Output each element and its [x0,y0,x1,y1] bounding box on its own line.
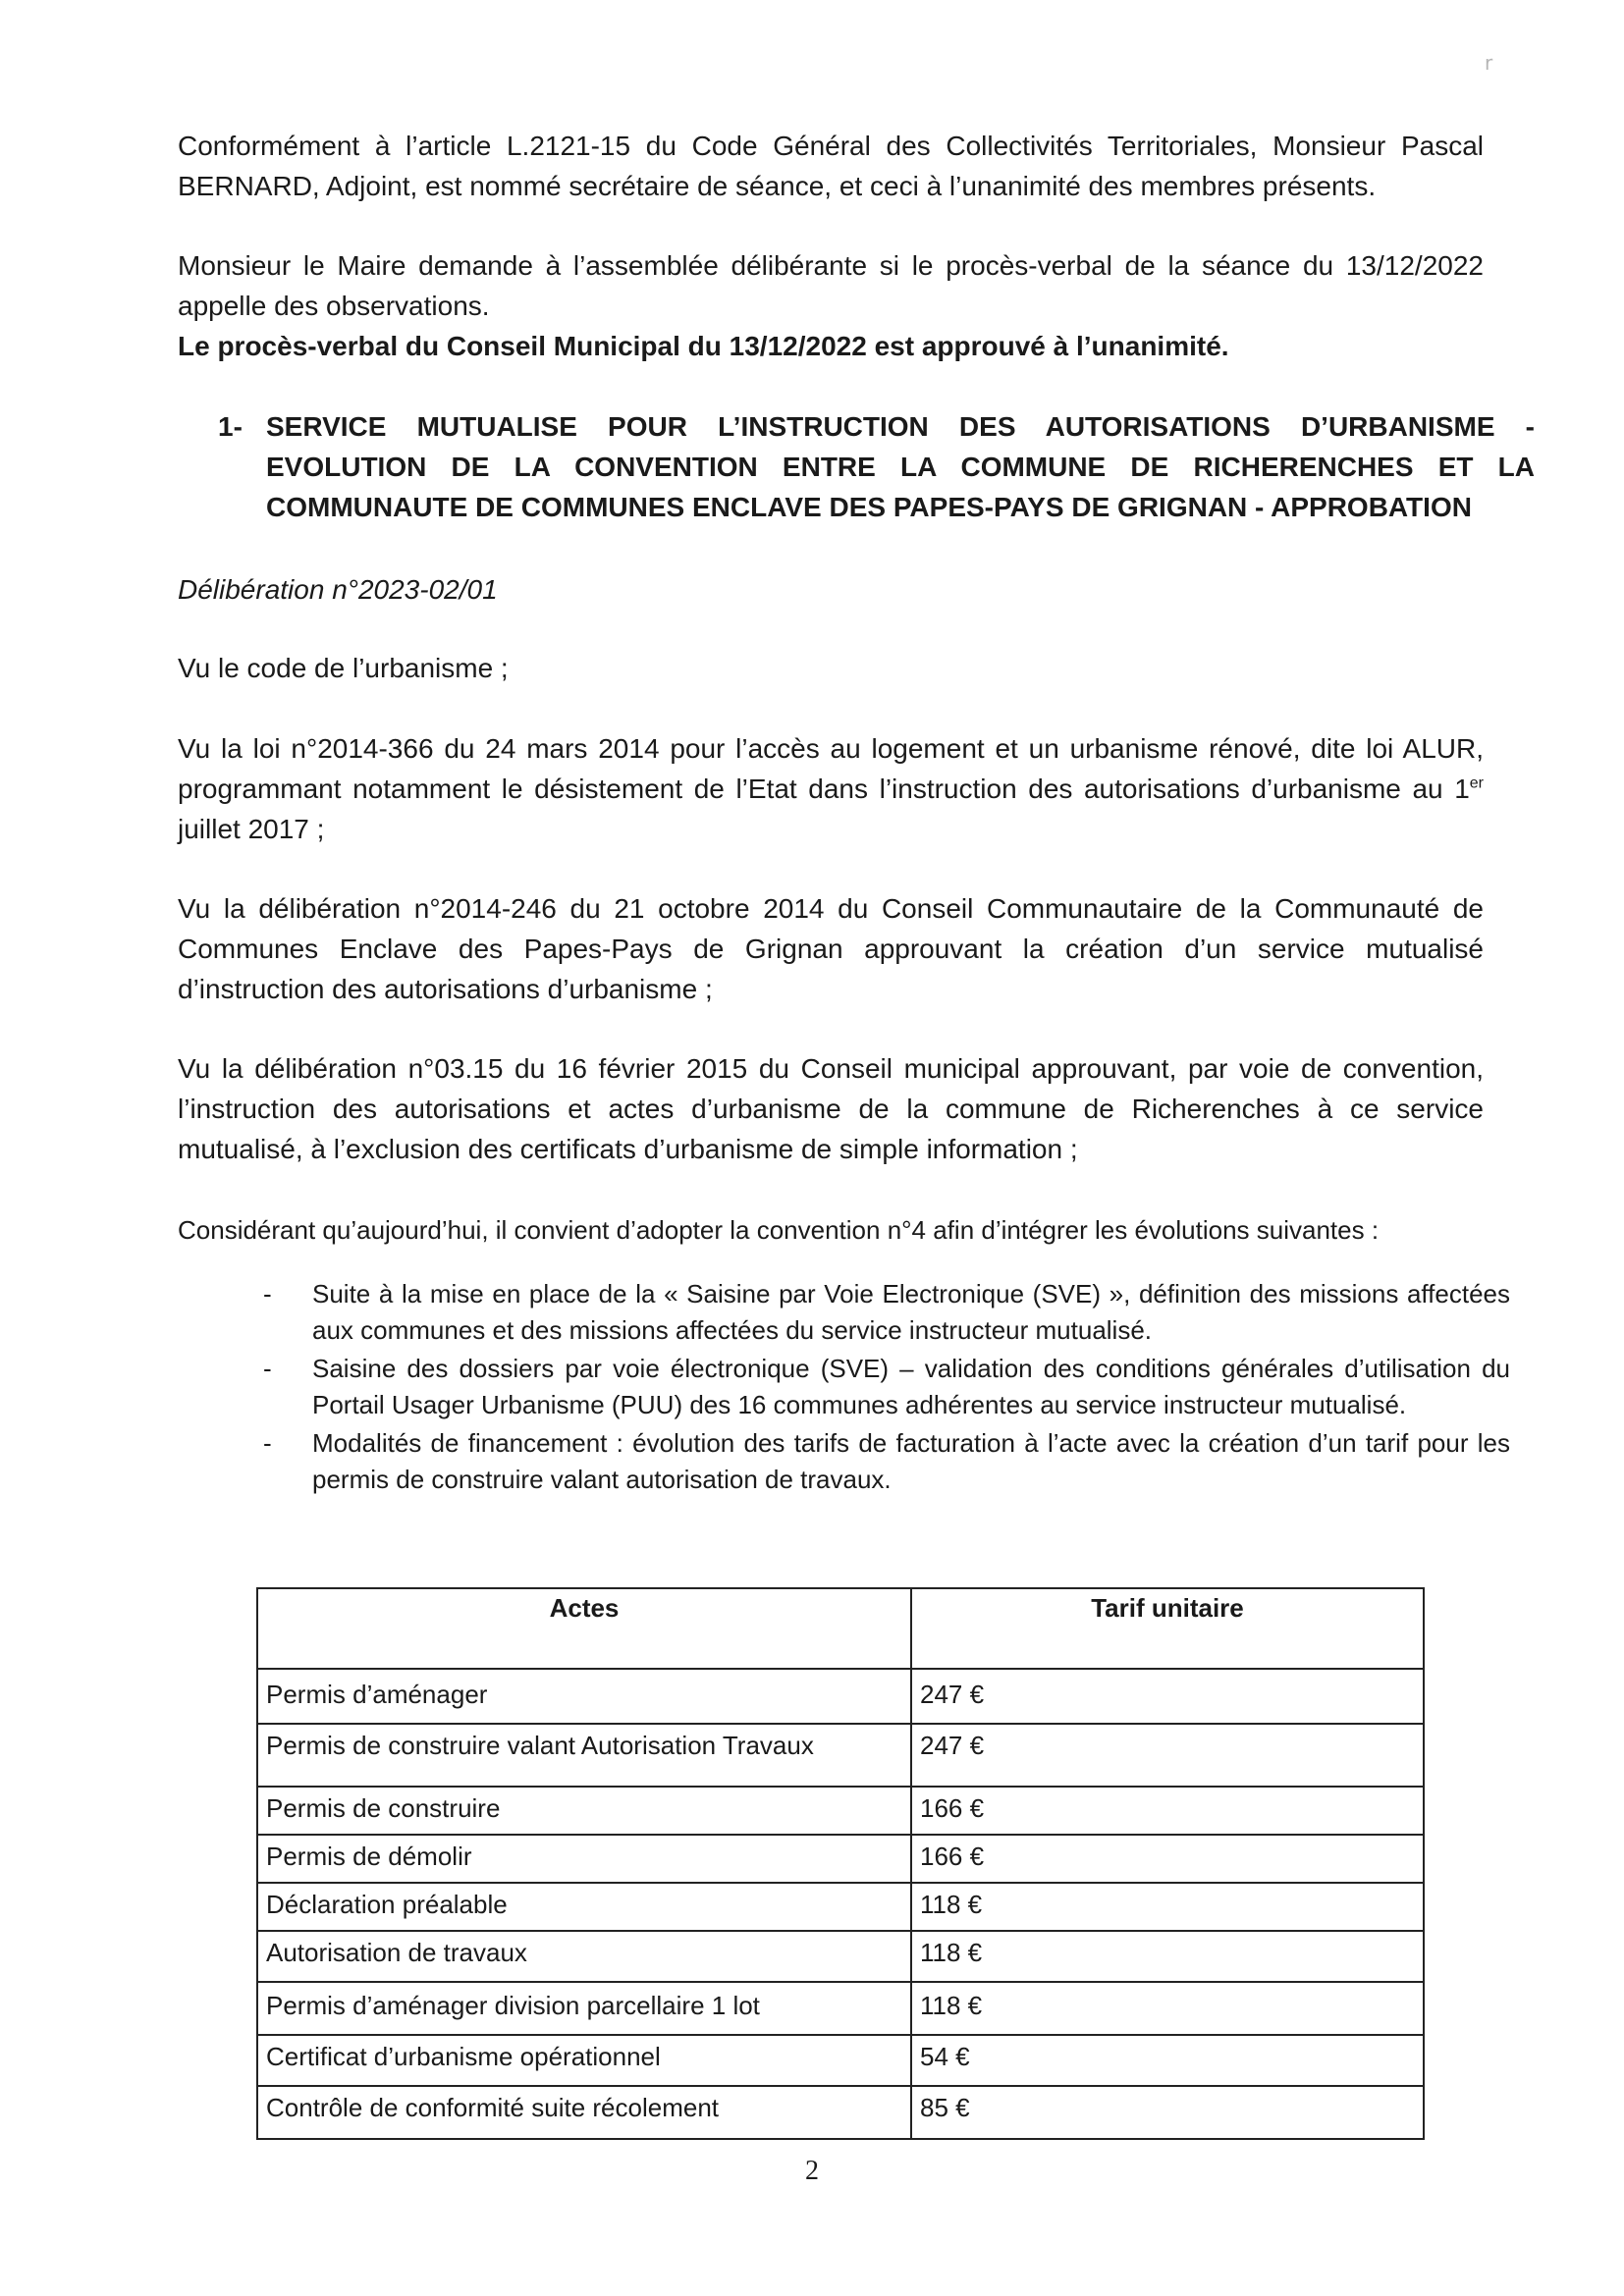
vu-code-urbanisme: Vu le code de l’urbanisme ; [178,653,509,683]
table-row [257,2086,1424,2139]
table-row [257,1982,1424,2035]
cell-acte: Autorisation de travaux [257,1931,911,1982]
cell-tarif: 118 € [911,1982,1424,2035]
deliberation-number: Délibération n°2023-02/01 [178,574,498,605]
cell-acte: Permis de démolir [257,1835,911,1883]
vu-loi-alur: Vu la loi n°2014-366 du 24 mars 2014 pour l’accès au logement et un urbanisme rénové, dite loi ALUR, programmant notamment le désistement de l’Etat dans l’instruction des autorisations d’urbanisme au 1er juillet 2017 ; [178,733,1484,844]
cell-tarif: 247 € [911,1724,1424,1787]
cell-tarif: 247 € [911,1669,1424,1724]
cell-acte: Permis de construire [257,1787,911,1835]
cell-acte: Permis d’aménager [257,1669,911,1724]
table-row [257,1835,1424,1883]
list-item: - Suite à la mise en place de la « Saisine par Voie Electronique (SVE) », définition des missions affectées aux communes et des missions affectées du service instructeur mutualisé. [263,1276,1510,1349]
table-row [257,1883,1424,1931]
cell-acte: Permis de construire valant Autorisation Travaux [257,1724,911,1787]
table-row [257,1787,1424,1835]
cell-acte: Certificat d’urbanisme opérationnel [257,2035,911,2086]
evolutions-list [263,1276,1510,1500]
page-number: 2 [805,2156,819,2186]
table-header-row [257,1588,1424,1669]
tarifs-table [256,1587,1425,2140]
bullet-dash: - [263,1354,272,1383]
cell-tarif: 85 € [911,2086,1424,2139]
cell-tarif: 54 € [911,2035,1424,2086]
vu-deliberation-communautaire: Vu la délibération n°2014-246 du 21 octobre 2014 du Conseil Communautaire de la Communauté de Communes Enclave des Papes-Pays de Grignan approuvant la création d’un service mutualisé d’instruction des autorisations d’urbanisme ; [178,893,1484,1004]
header-tarif: Tarif unitaire [911,1588,1424,1669]
cell-acte: Déclaration préalable [257,1883,911,1931]
cell-tarif: 166 € [911,1787,1424,1835]
paragraph-pv [178,245,1484,366]
table-row [257,2035,1424,2086]
cell-tarif: 118 € [911,1883,1424,1931]
pv-approved: Le procès-verbal du Conseil Municipal du 13/12/2022 est approuvé à l’unanimité. [178,331,1229,361]
vu-deliberation-municipale: Vu la délibération n°03.15 du 16 février 2015 du Conseil municipal approuvant, par voie de convention, l’instruction des autorisations et actes d’urbanisme de la commune de Richerenches à ce service mutualisé, à l’exclusion des certificats d’urbanisme de simple information ; [178,1053,1484,1164]
table-row [257,1724,1424,1787]
section-title: SERVICE MUTUALISE POUR L’INSTRUCTION DES AUTORISATIONS D’URBANISME - EVOLUTION DE LA CONVENTION ENTRE LA COMMUNE DE RICHERENCHES ET LA COMMUNAUTE DE COMMUNES ENCLAVE DES PAPES-PAYS DE GRIGNAN - APPROBATION [266,411,1535,522]
pv-question: Monsieur le Maire demande à l’assemblée délibérante si le procès-verbal de la séance du 13/12/2022 appelle des observations. [178,250,1484,321]
table-row [257,1669,1424,1724]
list-item: - Modalités de financement : évolution des tarifs de facturation à l’acte avec la création d’un tarif pour les permis de construire valant autorisation de travaux. [263,1425,1510,1498]
bullet-dash: - [263,1428,272,1458]
considerant: Considérant qu’aujourd’hui, il convient d’adopter la convention n°4 afin d’intégrer les évolutions suivantes : [178,1215,1380,1245]
bullet-dash: - [263,1279,272,1308]
section-number: 1- [218,411,243,442]
cell-tarif: 118 € [911,1931,1424,1982]
table-row [257,1931,1424,1982]
scan-artifact: r [1485,51,1493,75]
header-actes: Actes [257,1588,911,1669]
paragraph-secretary: Conformément à l’article L.2121-15 du Code Général des Collectivités Territoriales, Monsieur Pascal BERNARD, Adjoint, est nommé secrétaire de séance, et ceci à l’unanimité des membres présents. [178,131,1484,201]
list-item: - Saisine des dossiers par voie électronique (SVE) – validation des conditions générales d’utilisation du Portail Usager Urbanisme (PUU) des 16 communes adhérentes au service instructeur mutualisé. [263,1351,1510,1423]
cell-tarif: 166 € [911,1835,1424,1883]
cell-acte: Contrôle de conformité suite récolement [257,2086,911,2139]
cell-acte: Permis d’aménager division parcellaire 1 lot [257,1982,911,2035]
